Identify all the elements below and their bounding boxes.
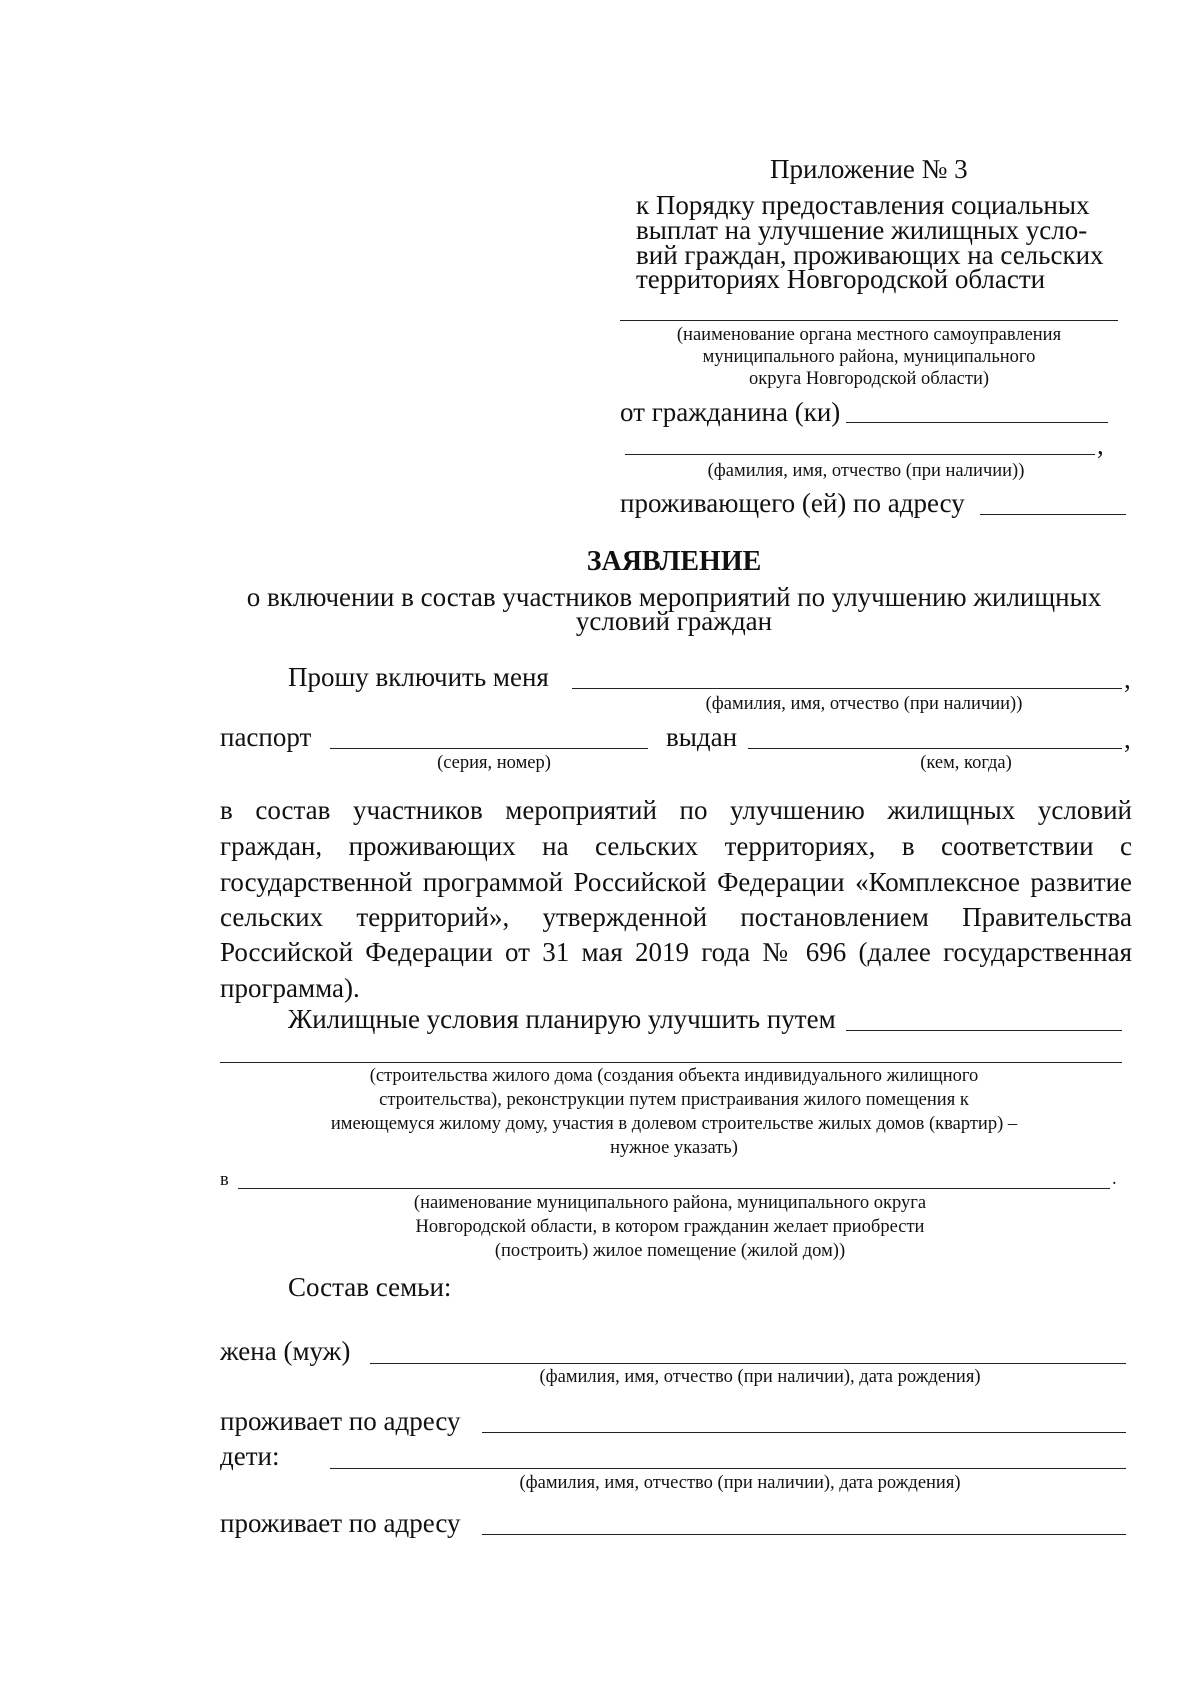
comma: , bbox=[1124, 664, 1131, 694]
spouse-address-line[interactable] bbox=[482, 1432, 1126, 1433]
children-name-line[interactable] bbox=[330, 1468, 1126, 1469]
body-line-3: государственной программой Российской Федерации «Комплексное развитие bbox=[220, 867, 1132, 897]
body-line-6: программа). bbox=[220, 973, 360, 1003]
residing-address-line[interactable] bbox=[980, 514, 1126, 515]
children-label: дети: bbox=[220, 1441, 280, 1471]
residing-label: проживающего (ей) по адресу bbox=[620, 488, 965, 518]
municipality-caption-line-1: (наименование муниципального района, муниципального округа bbox=[413, 1193, 927, 1213]
issued-by-caption: (кем, когда) bbox=[920, 753, 1012, 773]
spouse-caption: (фамилия, имя, отчество (при наличии), дата рождения) bbox=[539, 1367, 981, 1387]
comma: , bbox=[1124, 724, 1131, 754]
spouse-label: жена (муж) bbox=[220, 1336, 351, 1366]
applicant-name-caption: (фамилия, имя, отчество (при наличии)) bbox=[705, 694, 1023, 714]
authority-name-line[interactable] bbox=[620, 320, 1118, 321]
improve-caption-line-4: нужное указать) bbox=[610, 1138, 738, 1158]
improve-method-line[interactable] bbox=[846, 1030, 1122, 1031]
in-label: в bbox=[220, 1170, 229, 1190]
spouse-address-label: проживает по адресу bbox=[220, 1406, 461, 1436]
document-title: ЗАЯВЛЕНИЕ bbox=[586, 546, 762, 577]
from-citizen-label: от гражданина (ки) bbox=[620, 397, 841, 427]
improve-caption-line-3: имеющемуся жилому дому, участия в долевом строительстве жилых домов (квартир) – bbox=[330, 1114, 1018, 1134]
appendix-line-3: вий граждан, проживающих на сельских bbox=[636, 240, 1104, 270]
series-number-caption: (серия, номер) bbox=[437, 753, 551, 773]
improve-method-line-2[interactable] bbox=[220, 1062, 1122, 1063]
authority-caption-line-3: округа Новгородской области) bbox=[748, 369, 990, 389]
appendix-line-4: территориях Новгородской области bbox=[636, 264, 1046, 294]
authority-caption-line-1: (наименование органа местного самоуправления bbox=[676, 325, 1062, 345]
improve-caption-line-1: (строительства жилого дома (создания объекта индивидуального жилищного bbox=[369, 1066, 979, 1086]
citizen-name-caption: (фамилия, имя, отчество (при наличии)) bbox=[707, 461, 1025, 481]
passport-label: паспорт bbox=[220, 722, 312, 752]
appendix-line-1: к Порядку предоставления социальных bbox=[636, 190, 1090, 220]
appendix-number: Приложение № 3 bbox=[770, 154, 968, 184]
title-subtitle-line-2: условий граждан bbox=[575, 606, 773, 636]
citizen-name-line[interactable] bbox=[846, 422, 1108, 423]
children-address-line[interactable] bbox=[482, 1534, 1126, 1535]
appendix-line-2: выплат на улучшение жилищных усло- bbox=[636, 215, 1088, 245]
body-line-4: сельских территорий», утвержденной постановлением Правительства bbox=[220, 902, 1132, 932]
improve-caption-line-2: строительства), реконструкции путем пристраивания жилого помещения к bbox=[379, 1090, 969, 1110]
family-heading: Состав семьи: bbox=[288, 1272, 452, 1302]
citizen-name-line-2[interactable] bbox=[625, 454, 1095, 455]
body-line-2: граждан, проживающих на сельских территориях, в соответствии с bbox=[220, 831, 1132, 861]
municipality-line[interactable] bbox=[238, 1188, 1110, 1189]
period: . bbox=[1112, 1169, 1117, 1189]
municipality-caption-line-2: Новгородской области, в котором гражданин желает приобрести bbox=[415, 1217, 925, 1237]
comma: , bbox=[1097, 430, 1104, 460]
spouse-name-line[interactable] bbox=[370, 1363, 1126, 1364]
issued-label: выдан bbox=[666, 722, 738, 752]
improve-label: Жилищные условия планирую улучшить путем bbox=[288, 1004, 836, 1034]
include-me-label: Прошу включить меня bbox=[288, 662, 549, 692]
body-line-5: Российской Федерации от 31 мая 2019 года № 696 (далее государственная bbox=[220, 937, 1132, 967]
passport-issued-line[interactable] bbox=[748, 748, 1122, 749]
title-subtitle-line-1: о включении в состав участников мероприятий по улучшению жилищных bbox=[246, 582, 1102, 612]
body-line-1: в состав участников мероприятий по улучшению жилищных условий bbox=[220, 795, 1132, 825]
authority-caption-line-2: муниципального района, муниципального bbox=[702, 347, 1036, 367]
children-caption: (фамилия, имя, отчество (при наличии), дата рождения) bbox=[519, 1473, 961, 1493]
applicant-name-line[interactable] bbox=[572, 688, 1122, 689]
children-address-label: проживает по адресу bbox=[220, 1508, 461, 1538]
municipality-caption-line-3: (построить) жилое помещение (жилой дом)) bbox=[494, 1241, 846, 1261]
passport-series-number-line[interactable] bbox=[330, 748, 648, 749]
